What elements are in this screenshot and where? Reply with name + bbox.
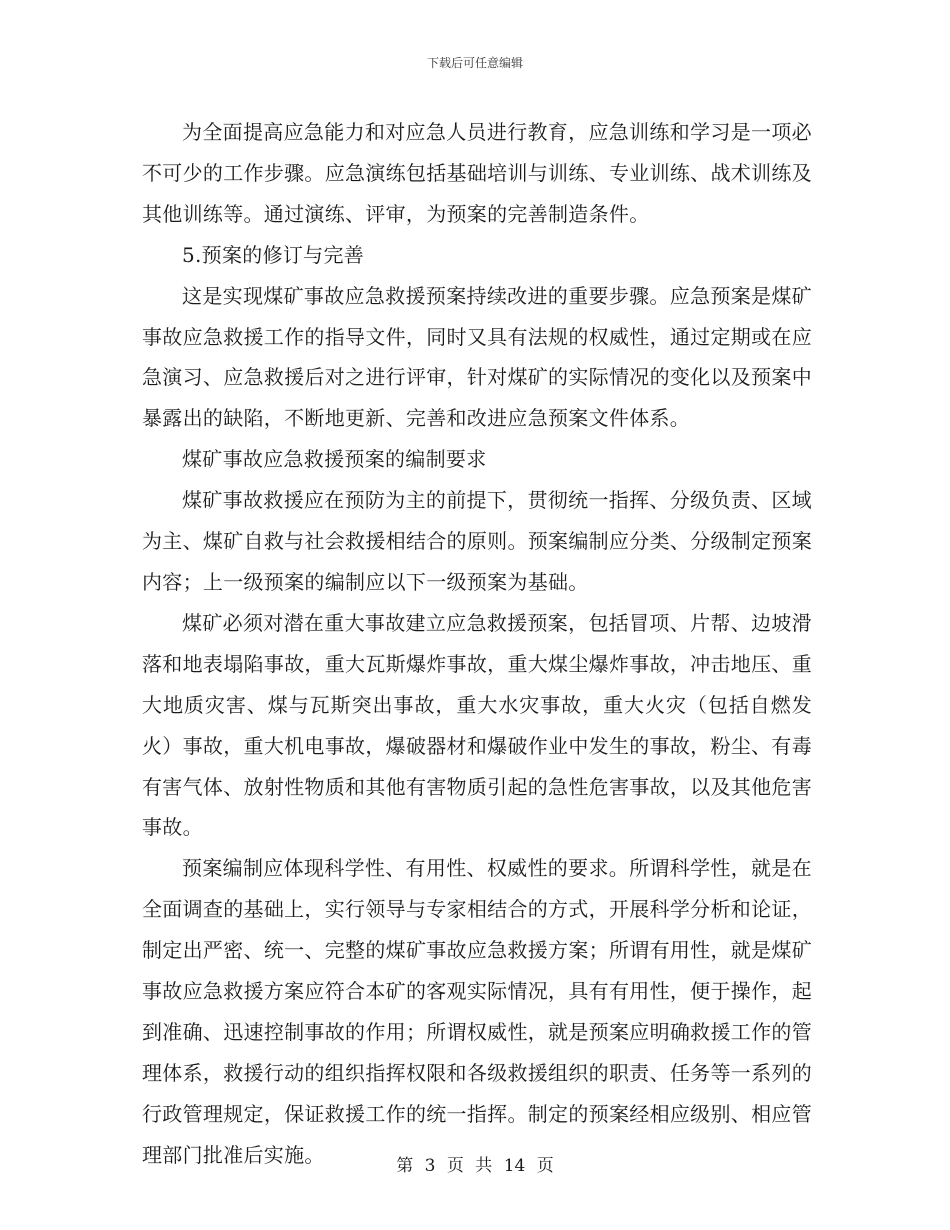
page-header: 下载后可任意编辑 [426, 56, 523, 70]
paragraph-accident-types: 煤矿必须对潜在重大事故建立应急救援预案，包括冒项、片帮、边坡滑落和地表塌陷事故，重大瓦斯爆炸事故，重大煤尘爆炸事故，冲击地压、重大地质灾害、煤与瓦斯突出事故，重大水灾事故，重大火灾（包括自燃发火）事故，重大机电事故，爆破器材和爆破作业中发生的事故，粉尘、有毒有害气体、放射性物质和其他有害物质引起的急性危害事故，以及其他危害事故。 [142, 610, 812, 840]
paragraph-scientific-authority: 预案编制应体现科学性、有用性、权威性的要求。所谓科学性，就是在全面调查的基础上，实行领导与专家相结合的方式，开展科学分析和论证，制定出严密、统一、完整的煤矿事故应急救援方案；所谓有用性，就是煤矿事故应急救援方案应符合本矿的客观实际情况，具有有用性，便于操作，起到准确、迅速控制事故的作用；所谓权威性，就是预案应明确救援工作的管理体系，救援行动的组织指挥权限和各级救援组织的职责、任务等一系列的行政管理规定，保证救援工作的统一指挥。制定的预案经相应级别、相应管理部门批准后实施。 [142, 856, 812, 1167]
paragraph-principles: 煤矿事故救援应在预防为主的前提下，贯彻统一指挥、分级负责、区域为主、煤矿自救与社会救援相结合的原则。预案编制应分类、分级制定预案内容；上一级预案的编制应以下一级预案为基础。 [142, 488, 812, 594]
page-footer: 第 3 页 共 14 页 [396, 1156, 554, 1176]
document-body [142, 112, 812, 1176]
paragraph-training: 为全面提高应急能力和对应急人员进行教育，应急训练和学习是一项必不可少的工作步骤。应急演练包括基础培训与训练、专业训练、战术训练及其他训练等。通过演练、评审，为预案的完善制造条件。 [142, 120, 812, 226]
section-heading-requirements: 煤矿事故应急救援预案的编制要求 [182, 447, 487, 472]
paragraph-revision: 这是实现煤矿事故应急救援预案持续改进的重要步骤。应急预案是煤矿事故应急救援工作的指导文件，同时又具有法规的权威性，通过定期或在应急演习、应急救援后对之进行评审，针对煤矿的实际情况的变化以及预案中暴露出的缺陷，不断地更新、完善和改进应急预案文件体系。 [142, 283, 812, 431]
section-heading-revision: 5.预案的修订与完善 [182, 242, 365, 267]
